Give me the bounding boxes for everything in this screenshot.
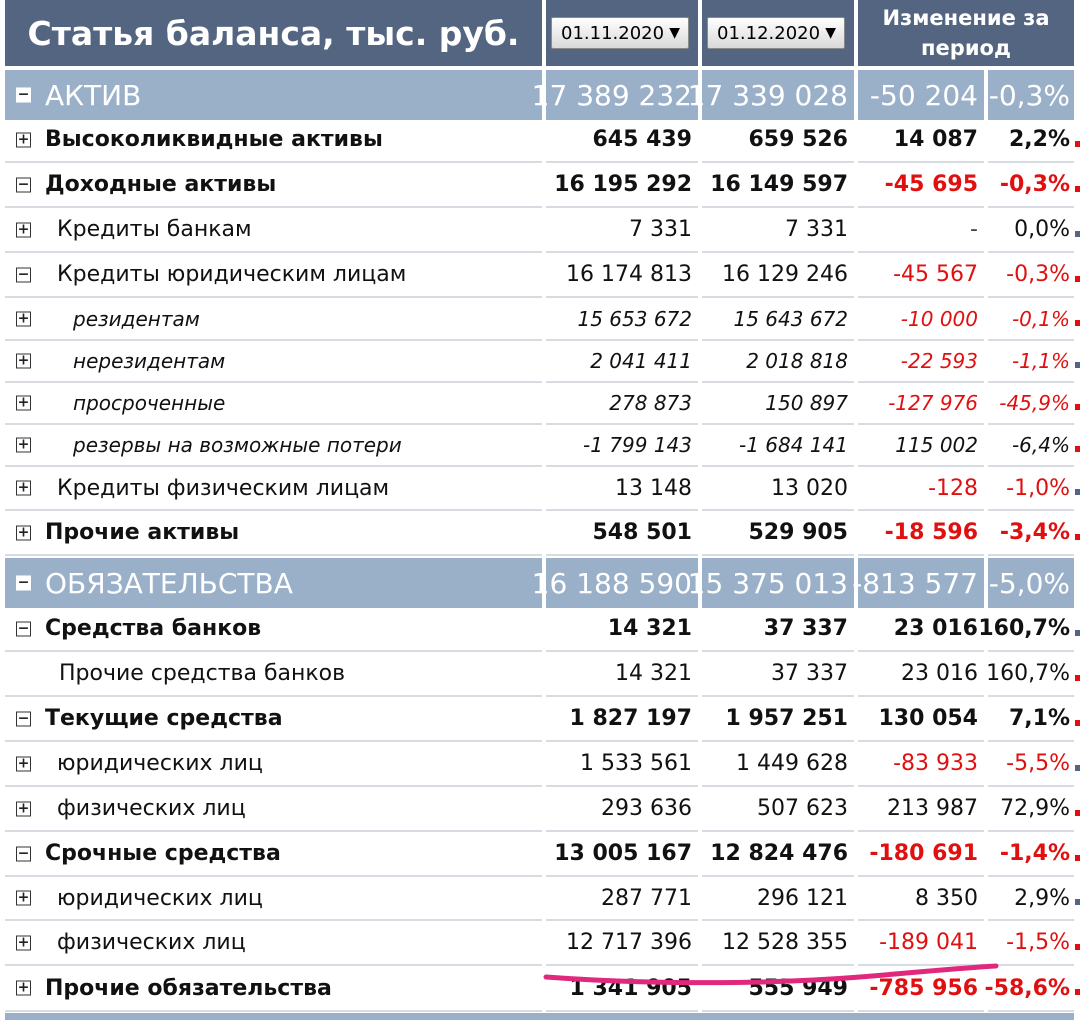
collapse-icon[interactable]: − xyxy=(17,845,30,861)
value-date2-text: 150 897 xyxy=(765,391,848,415)
value-date1-text: 15 653 672 xyxy=(577,306,692,331)
value-change xyxy=(858,163,984,208)
value-change xyxy=(858,298,984,341)
value-date1 xyxy=(546,652,698,697)
row-label-text: Прочие обязательства xyxy=(45,975,332,1001)
value-date2 xyxy=(702,163,854,208)
change-header-line2: период xyxy=(921,36,1011,60)
value-change xyxy=(858,341,984,383)
value-date1-text: 17 389 232 xyxy=(531,78,692,112)
value-date1-text: 548 501 xyxy=(592,520,692,545)
value-date1-text: 645 439 xyxy=(592,127,692,152)
value-date2 xyxy=(702,425,854,467)
value-change-pct xyxy=(988,341,1074,383)
table-row xyxy=(5,511,1074,556)
date1-select[interactable] xyxy=(551,17,689,49)
table-row xyxy=(5,118,1074,163)
value-date1 xyxy=(546,467,698,511)
row-indicator xyxy=(1075,231,1080,237)
row-label-text: юридических лиц xyxy=(57,751,263,776)
value-change-pct-text: -5,0% xyxy=(988,566,1070,600)
expand-icon[interactable]: + xyxy=(17,310,30,326)
row-label-text: физических лиц xyxy=(57,930,246,955)
row-indicator xyxy=(1075,404,1080,410)
row-label-text: резидентам xyxy=(73,306,200,331)
value-change xyxy=(858,787,984,832)
row-label-text: просроченные xyxy=(73,391,226,415)
value-change-pct xyxy=(988,208,1074,253)
value-change-pct-text: -1,0% xyxy=(1006,475,1070,501)
table-row xyxy=(5,832,1074,877)
row-label xyxy=(5,383,542,425)
value-date2-text: 1 957 251 xyxy=(725,706,848,731)
row-label-text: резервы на возможные потери xyxy=(73,433,402,457)
expand-icon[interactable]: + xyxy=(17,755,30,771)
collapse-icon[interactable]: − xyxy=(17,266,30,282)
row-indicator xyxy=(1075,186,1080,192)
value-date2-text: 2 018 818 xyxy=(746,349,848,373)
chevron-down-icon: ▼ xyxy=(669,25,680,41)
row-label xyxy=(5,607,542,652)
value-date1 xyxy=(531,558,698,608)
value-change xyxy=(858,921,984,966)
value-change-pct-text: -6,4% xyxy=(1011,433,1070,457)
value-change-pct xyxy=(988,467,1074,511)
row-label xyxy=(5,921,542,966)
row-label xyxy=(5,832,542,877)
value-date1-text: 293 636 xyxy=(601,796,692,821)
table-row xyxy=(5,425,1074,467)
column-header-date2 xyxy=(702,0,854,66)
value-date1 xyxy=(546,966,698,1012)
value-date2 xyxy=(702,341,854,383)
value-change-pct-text: -0,1% xyxy=(1011,306,1070,331)
expand-icon[interactable]: + xyxy=(17,479,30,496)
value-date1-text: 14 321 xyxy=(607,616,692,641)
value-date1-text: 1 341 905 xyxy=(569,975,692,1001)
row-label xyxy=(5,877,542,921)
row-indicator xyxy=(1075,630,1080,636)
value-change-text: 23 016 xyxy=(893,616,978,641)
expand-icon[interactable]: + xyxy=(17,524,30,540)
value-change-pct-text: 2,2% xyxy=(1008,127,1070,152)
row-label xyxy=(5,425,542,467)
table-row xyxy=(5,383,1074,425)
value-change-pct xyxy=(988,652,1074,697)
column-header-item xyxy=(5,0,542,66)
value-date2-text: 1 449 628 xyxy=(736,751,848,776)
value-change xyxy=(858,511,984,556)
value-change-text: -813 577 xyxy=(852,566,978,600)
value-date1 xyxy=(546,697,698,742)
value-change-pct-text: 2,9% xyxy=(1014,885,1070,911)
value-change-pct-text: -0,3% xyxy=(999,172,1070,197)
value-change xyxy=(858,208,984,253)
row-indicator xyxy=(1075,320,1080,326)
value-date2-text: 15 643 672 xyxy=(733,306,848,331)
value-change-pct-text: -45,9% xyxy=(999,391,1070,415)
value-change-pct xyxy=(988,921,1074,966)
collapse-icon[interactable]: − xyxy=(17,86,30,103)
value-date2 xyxy=(702,921,854,966)
value-change-text: -785 956 xyxy=(869,975,978,1001)
row-label xyxy=(5,558,542,608)
row-label xyxy=(5,467,542,511)
table-row xyxy=(5,652,1074,697)
section-row xyxy=(5,558,1074,608)
row-label-text: Средства банков xyxy=(45,616,262,641)
value-date2 xyxy=(702,742,854,787)
value-date2 xyxy=(702,253,854,298)
value-change xyxy=(858,118,984,163)
value-date2-text: 7 331 xyxy=(785,217,848,242)
value-change-pct xyxy=(988,383,1074,425)
row-label-text: ОБЯЗАТЕЛЬСТВА xyxy=(45,566,293,600)
table-row xyxy=(5,208,1074,253)
expand-icon[interactable]: + xyxy=(17,979,30,996)
table-row xyxy=(5,341,1074,383)
value-date2 xyxy=(687,558,854,608)
value-change-text: - xyxy=(970,217,978,242)
value-change-pct xyxy=(978,607,1074,652)
value-change-text: 23 016 xyxy=(901,661,978,686)
expand-icon[interactable]: + xyxy=(17,221,30,237)
page-title: Статья баланса, тыс. руб. xyxy=(27,13,520,53)
row-indicator xyxy=(1075,810,1080,816)
row-indicator xyxy=(1075,141,1080,147)
row-indicator xyxy=(1075,362,1080,368)
value-date1 xyxy=(546,787,698,832)
value-change-text: -180 691 xyxy=(869,841,978,866)
table-row xyxy=(5,298,1074,341)
value-change-pct-text: -5,5% xyxy=(1006,751,1070,776)
table-row xyxy=(5,467,1074,511)
value-date1-text: 12 717 396 xyxy=(566,930,692,955)
column-header-change xyxy=(858,0,1074,66)
value-date2-text: 37 337 xyxy=(763,616,848,641)
value-date1-text: 16 174 813 xyxy=(566,262,692,287)
value-date2-text: -1 684 141 xyxy=(738,433,848,457)
value-date1-text: 7 331 xyxy=(629,217,692,242)
value-change-pct xyxy=(988,425,1074,467)
date1-value: 01.11.2020 xyxy=(561,22,665,44)
value-change-text: -189 041 xyxy=(879,930,978,955)
value-change xyxy=(858,425,984,467)
value-change-pct-text: 7,1% xyxy=(1008,706,1070,731)
value-change-text: -83 933 xyxy=(893,751,978,776)
value-date1 xyxy=(546,511,698,556)
value-change xyxy=(858,966,984,1012)
value-change-pct-text: 72,9% xyxy=(1000,796,1070,821)
value-date1-text: 287 771 xyxy=(601,885,692,911)
value-date2-text: 555 949 xyxy=(748,975,848,1001)
row-label xyxy=(5,511,542,556)
row-indicator xyxy=(1075,899,1080,905)
value-change xyxy=(858,467,984,511)
column-header-date1 xyxy=(546,0,698,66)
value-change-text: -18 596 xyxy=(884,520,978,545)
value-date1 xyxy=(546,742,698,787)
value-date1-text: 278 873 xyxy=(609,391,692,415)
value-change-pct xyxy=(988,253,1074,298)
value-change-pct-text: 160,7% xyxy=(986,661,1070,686)
value-date2 xyxy=(687,70,854,120)
value-date2 xyxy=(702,697,854,742)
value-date1 xyxy=(546,298,698,341)
row-label xyxy=(5,163,542,208)
value-date1 xyxy=(546,607,698,652)
value-change-pct xyxy=(988,832,1074,877)
value-date2 xyxy=(702,298,854,341)
value-date1-text: -1 799 143 xyxy=(582,433,692,457)
value-date2-text: 16 129 246 xyxy=(722,262,848,287)
next-section-bar xyxy=(5,1013,1074,1020)
row-indicator xyxy=(1075,446,1080,452)
value-date2 xyxy=(702,118,854,163)
row-indicator xyxy=(1075,720,1080,726)
row-label-text: Высоколиквидные активы xyxy=(45,127,383,152)
value-date1 xyxy=(546,253,698,298)
row-label-text: физических лиц xyxy=(57,796,246,821)
row-label-text: Прочие средства банков xyxy=(59,661,346,686)
expand-icon[interactable]: + xyxy=(17,131,30,147)
value-date1-text: 1 533 561 xyxy=(580,751,692,776)
table-row xyxy=(5,697,1074,742)
collapse-icon[interactable]: − xyxy=(17,620,30,636)
value-change-pct-text: -1,1% xyxy=(1011,349,1070,373)
value-change xyxy=(858,607,984,652)
value-date1-text: 14 321 xyxy=(615,661,692,686)
value-date1 xyxy=(546,341,698,383)
value-date2-text: 12 528 355 xyxy=(722,930,848,955)
chevron-down-icon: ▼ xyxy=(825,25,836,41)
expand-icon[interactable]: + xyxy=(17,800,30,816)
value-date1 xyxy=(546,425,698,467)
value-date2-text: 507 623 xyxy=(757,796,848,821)
row-label-text: Кредиты юридическим лицам xyxy=(57,262,407,287)
value-date1 xyxy=(546,208,698,253)
value-change-pct-text: -3,4% xyxy=(999,520,1070,545)
value-change-pct-text: -1,4% xyxy=(999,841,1070,866)
value-date1-text: 1 827 197 xyxy=(569,706,692,731)
row-label-text: АКТИВ xyxy=(45,78,142,112)
row-indicator xyxy=(1075,855,1080,861)
value-change-text: 14 087 xyxy=(893,127,978,152)
value-change xyxy=(852,558,984,608)
section-row xyxy=(5,70,1074,120)
value-change-pct xyxy=(988,558,1074,608)
value-date2-text: 13 020 xyxy=(771,475,848,501)
value-change-text: 115 002 xyxy=(895,433,978,457)
row-label xyxy=(5,652,542,697)
value-change-pct xyxy=(988,163,1074,208)
table-row xyxy=(5,921,1074,966)
value-date1-text: 13 148 xyxy=(615,475,692,501)
value-change xyxy=(858,70,984,120)
value-date2-text: 12 824 476 xyxy=(710,841,848,866)
value-date2 xyxy=(702,652,854,697)
value-date2 xyxy=(702,467,854,511)
collapse-icon[interactable]: − xyxy=(17,176,30,192)
value-date2-text: 529 905 xyxy=(748,520,848,545)
value-date2-text: 659 526 xyxy=(748,127,848,152)
value-date1 xyxy=(546,921,698,966)
value-change-pct-text: -0,3% xyxy=(1006,262,1070,287)
row-label-text: юридических лиц xyxy=(57,885,263,911)
value-change-pct-text: 160,7% xyxy=(978,616,1070,641)
value-change xyxy=(858,697,984,742)
value-date1 xyxy=(546,832,698,877)
value-change-text: -22 593 xyxy=(900,349,978,373)
value-date1 xyxy=(546,383,698,425)
row-label xyxy=(5,341,542,383)
value-date1 xyxy=(546,163,698,208)
row-label xyxy=(5,742,542,787)
table-row xyxy=(5,253,1074,298)
value-change xyxy=(858,383,984,425)
value-date1 xyxy=(546,118,698,163)
row-label-text: Кредиты физическим лицам xyxy=(57,475,390,501)
value-change-text: -10 000 xyxy=(900,306,978,331)
value-change-text: -45 695 xyxy=(884,172,978,197)
value-change-pct xyxy=(988,118,1074,163)
value-date2-text: 37 337 xyxy=(771,661,848,686)
expand-icon[interactable]: + xyxy=(17,889,30,906)
value-change-pct-text: -0,3% xyxy=(988,78,1070,112)
date2-value: 01.12.2020 xyxy=(717,22,821,44)
row-indicator xyxy=(1075,675,1080,681)
expand-icon[interactable]: + xyxy=(17,436,30,453)
expand-icon[interactable]: + xyxy=(17,352,30,369)
value-date1-text: 16 195 292 xyxy=(554,172,692,197)
expand-icon[interactable]: + xyxy=(17,394,30,411)
value-change-text: 130 054 xyxy=(878,706,978,731)
table-row xyxy=(5,742,1074,787)
row-label-text: Кредиты банкам xyxy=(57,217,252,242)
value-date2 xyxy=(702,832,854,877)
table-row xyxy=(5,966,1074,1012)
row-label xyxy=(5,118,542,163)
collapse-icon[interactable]: − xyxy=(17,710,30,726)
row-label xyxy=(5,253,542,298)
row-indicator xyxy=(1075,944,1080,950)
value-change-text: 213 987 xyxy=(887,796,978,821)
value-change-pct xyxy=(988,298,1074,341)
value-date1-text: 13 005 167 xyxy=(554,841,692,866)
table-row xyxy=(5,877,1074,921)
value-date1 xyxy=(531,70,698,120)
change-header-line1: Изменение за xyxy=(882,6,1050,30)
row-label-text: нерезидентам xyxy=(73,349,226,373)
value-change xyxy=(858,877,984,921)
value-change xyxy=(858,253,984,298)
value-date2 xyxy=(702,607,854,652)
expand-icon[interactable]: + xyxy=(17,934,30,950)
row-label-text: Прочие активы xyxy=(45,520,240,545)
value-change-pct xyxy=(988,70,1074,120)
value-date2-text: 296 121 xyxy=(757,885,848,911)
row-indicator xyxy=(1075,489,1080,495)
row-indicator xyxy=(1075,989,1080,995)
row-label-text: Срочные средства xyxy=(45,841,281,866)
value-date2-text: 16 149 597 xyxy=(710,172,848,197)
value-date2 xyxy=(702,787,854,832)
value-date2 xyxy=(702,208,854,253)
value-date2-text: 17 339 028 xyxy=(687,78,848,112)
value-change-pct-text: -1,5% xyxy=(1006,930,1070,955)
value-change-text: -128 xyxy=(928,475,978,501)
row-label-text: Текущие средства xyxy=(45,706,283,731)
row-label xyxy=(5,787,542,832)
value-change-pct xyxy=(984,966,1074,1012)
value-change xyxy=(858,832,984,877)
value-change-pct xyxy=(988,742,1074,787)
value-date2 xyxy=(702,966,854,1012)
value-change-pct xyxy=(988,787,1074,832)
table-row xyxy=(5,163,1074,208)
value-date2 xyxy=(702,383,854,425)
value-date1-text: 16 188 590 xyxy=(531,566,692,600)
value-change-pct xyxy=(988,877,1074,921)
value-change-pct xyxy=(988,511,1074,556)
value-change-pct-text: -58,6% xyxy=(984,975,1070,1001)
value-change-text: 8 350 xyxy=(915,885,978,911)
row-indicator xyxy=(1075,765,1080,771)
row-indicator xyxy=(1075,276,1080,282)
value-date2-text: 15 375 013 xyxy=(687,566,848,600)
row-label xyxy=(5,70,542,120)
value-date2 xyxy=(702,511,854,556)
row-label xyxy=(5,298,542,341)
value-change-text: -127 976 xyxy=(888,391,978,415)
collapse-icon[interactable]: − xyxy=(17,574,30,591)
value-change-pct-text: 0,0% xyxy=(1014,217,1070,242)
row-label xyxy=(5,208,542,253)
date2-select[interactable] xyxy=(707,17,845,49)
table-row xyxy=(5,607,1074,652)
value-date1 xyxy=(546,877,698,921)
row-indicator xyxy=(1075,534,1080,540)
value-date2 xyxy=(702,877,854,921)
value-change-pct xyxy=(988,697,1074,742)
value-change xyxy=(858,742,984,787)
row-label xyxy=(5,966,542,1012)
row-label xyxy=(5,697,542,742)
value-date1-text: 2 041 411 xyxy=(590,349,692,373)
value-change-text: -50 204 xyxy=(869,78,978,112)
table-row xyxy=(5,787,1074,832)
value-change xyxy=(858,652,984,697)
row-label-text: Доходные активы xyxy=(45,172,277,197)
value-change-text: -45 567 xyxy=(893,262,978,287)
